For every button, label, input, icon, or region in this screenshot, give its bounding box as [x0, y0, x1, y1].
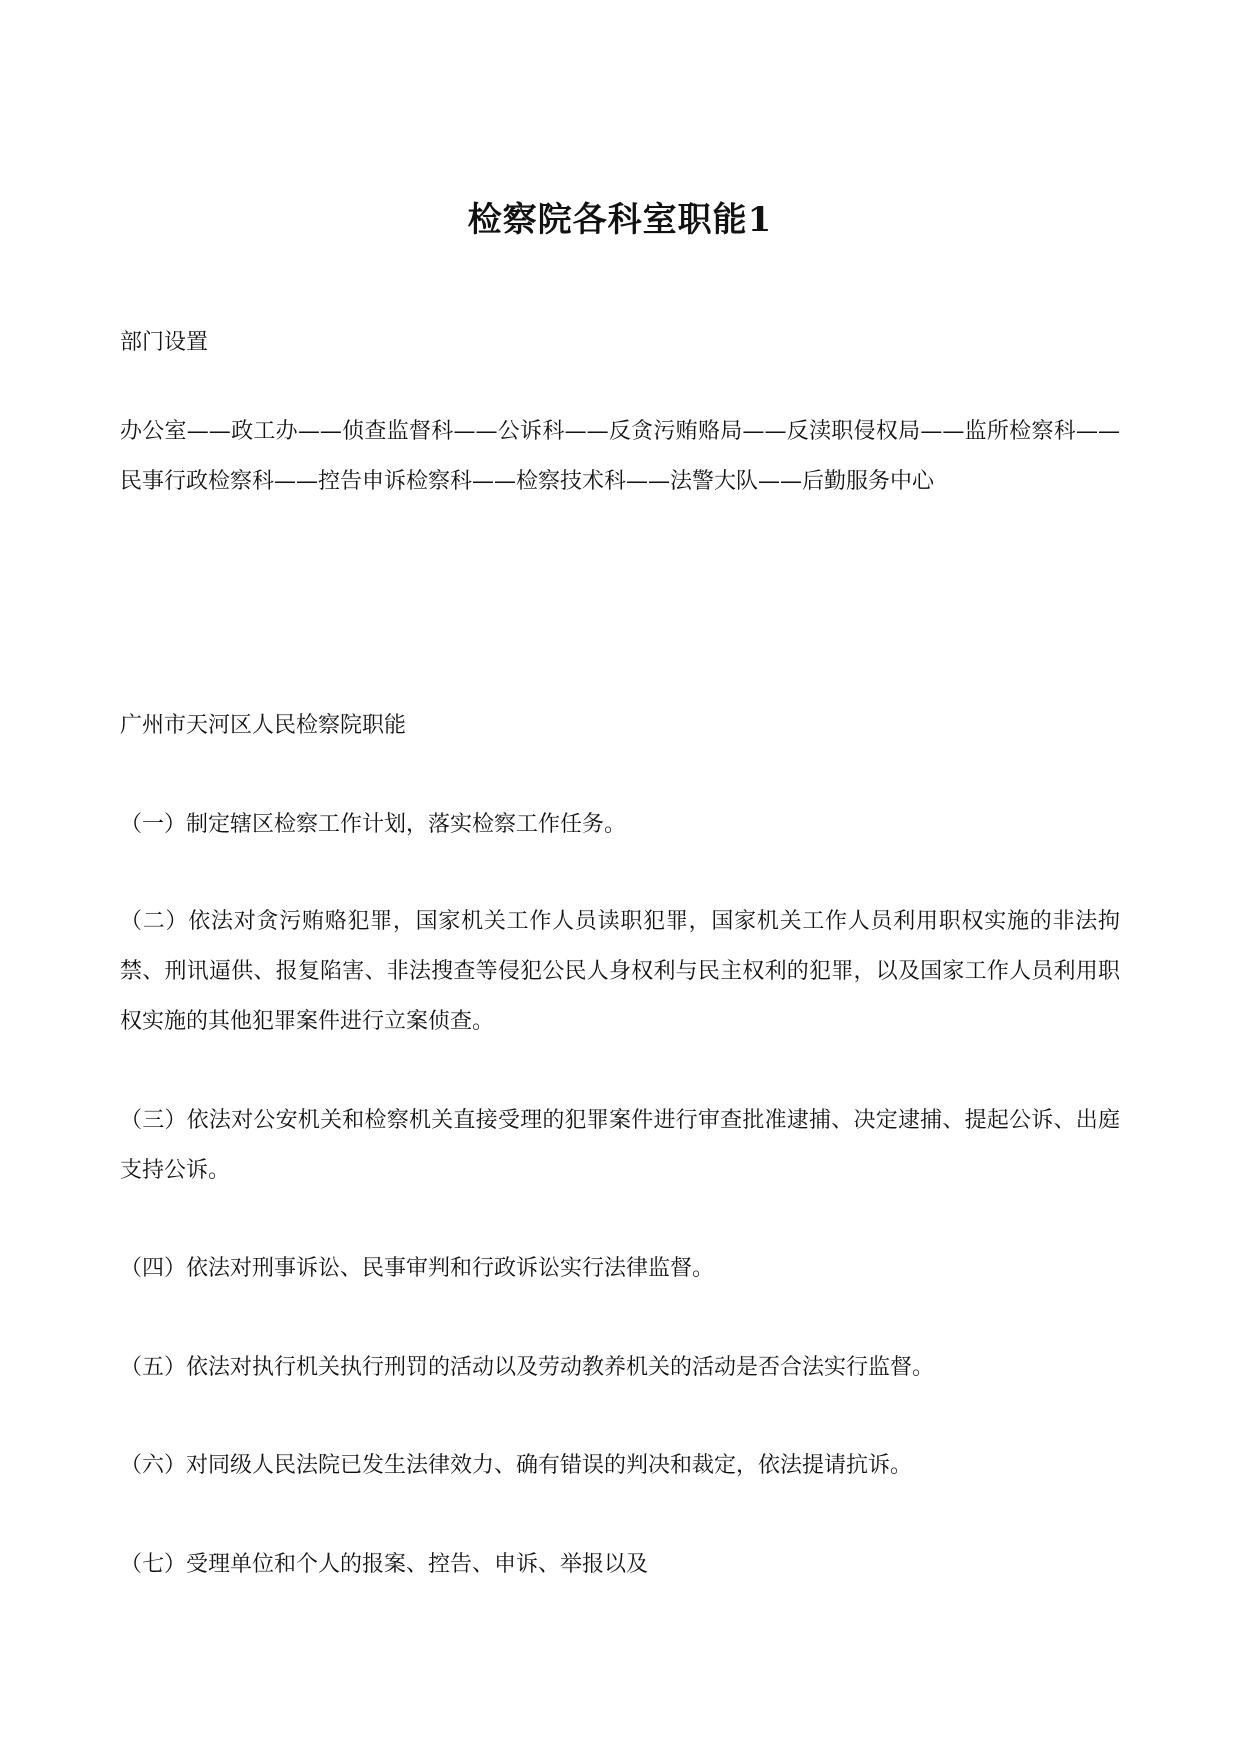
- duty-item-3: （三）依法对公安机关和检察机关直接受理的犯罪案件进行审查批准逮捕、决定逮捕、提起公诉、出庭支持公诉。: [120, 1108, 1120, 1183]
- department-heading: 部门设置: [120, 330, 209, 355]
- department-list: 办公室——政工办——侦查监督科——公诉科——反贪污贿赂局——反渎职侵权局——监所检察科——民事行政检察科——控告申诉检察科——检察技术科——法警大队——后勤服务中心: [120, 419, 1120, 494]
- page-title: 检察院各科室职能1: [467, 200, 773, 240]
- duty-item-2: （二）依法对贪污贿赂犯罪，国家机关工作人员读职犯罪，国家机关工作人员利用职权实施的非法拘禁、刑讯逼供、报复陷害、非法搜查等侵犯公民人身权利与民主权利的犯罪，以及国家工作人员利用职权实施的其他犯罪案件进行立案侦查。: [120, 909, 1120, 1034]
- duty-item-7: （七）受理单位和个人的报案、控告、申诉、举报以及: [120, 1552, 649, 1577]
- duty-item-6: （六）对同级人民法院已发生法律效力、确有错误的判决和裁定，依法提请抗诉。: [120, 1453, 913, 1478]
- duty-item-1: （一）制定辖区检察工作计划，落实检察工作任务。: [120, 812, 627, 837]
- duty-item-4: （四）依法对刑事诉讼、民事审判和行政诉讼实行法律监督。: [120, 1256, 715, 1281]
- section-heading: 广州市天河区人民检察院职能: [120, 713, 407, 738]
- duty-item-5: （五）依法对执行机关执行刑罚的活动以及劳动教养机关的活动是否合法实行监督。: [120, 1355, 935, 1380]
